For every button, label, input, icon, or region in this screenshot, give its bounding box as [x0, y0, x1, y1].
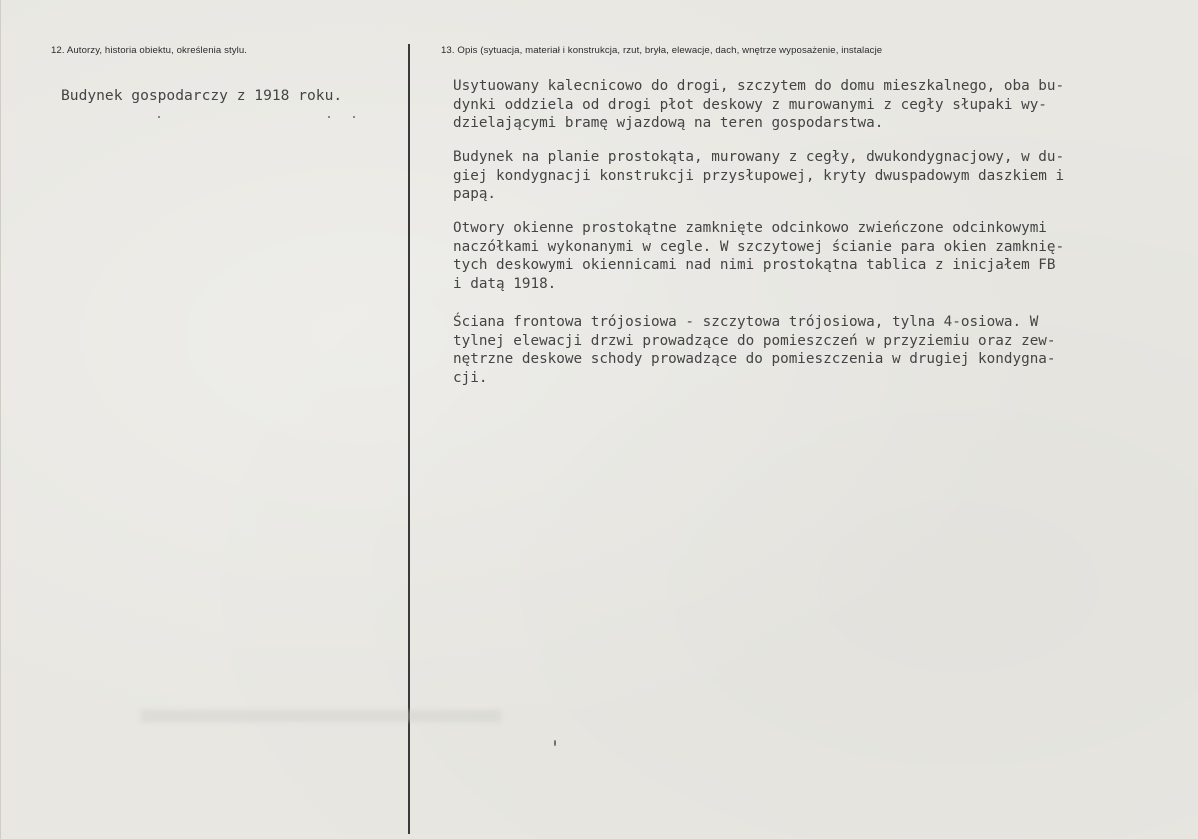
- description-line: dzielającymi bramę wjazdową na teren gospodarstwa.: [453, 115, 884, 131]
- description-paragraph: [453, 148, 1064, 204]
- description-line: cji.: [453, 369, 488, 386]
- description-line: nętrzne deskowe schody prowadzące do pomieszczenia w drugiej kondygna-: [453, 351, 1056, 367]
- faded-show-through: [141, 710, 501, 722]
- ink-speck: [554, 740, 556, 746]
- description-line: giej kondygnacji konstrukcji przysłupowej, kryty dwuspadowym daszkiem i: [453, 167, 1065, 184]
- description-paragraph: [453, 219, 1064, 293]
- section-13-header: 13. Opis (sytuacja, materiał i konstrukcja, rzut, bryła, elewacje, dach, wnętrze wyposażenie, instalacje: [441, 45, 883, 56]
- description-line: dynki oddziela od drogi płot deskowy z murowanymi z cegły słupaki wy-: [453, 96, 1047, 113]
- description-line: Otwory okienne prostokątne zamknięte odcinkowo zwieńczone odcinkowymi: [453, 220, 1047, 236]
- description-paragraph: [453, 77, 1064, 133]
- section-12-header: 12. Autorzy, historia obiektu, określenia stylu.: [51, 45, 248, 56]
- description-line: i datą 1918.: [453, 275, 557, 292]
- description-line: papą.: [453, 186, 497, 202]
- description-line: Ściana frontowa trójosiowa - szczytowa trójosiowa, tylna 4-osiowa. W: [453, 314, 1039, 330]
- description-line: tylnej elewacji drzwi prowadzące do pomieszczeń w przyziemiu oraz zew-: [453, 332, 1056, 349]
- ink-speck: [353, 116, 355, 118]
- description-line: tych deskowymi okiennicami nad nimi prostokątna tablica z inicjałem FB: [453, 257, 1056, 273]
- ink-speck: [328, 116, 330, 118]
- authors-history-text: Budynek gospodarczy z 1918 roku.: [61, 87, 343, 104]
- ink-speck: [158, 116, 160, 118]
- description-line: Usytuowany kalecnicowo do drogi, szczytem do domu mieszkalnego, oba bu-: [453, 78, 1065, 94]
- description-paragraph: [453, 313, 1056, 387]
- description-line: Budynek na planie prostokąta, murowany z cegły, dwukondygnacjowy, w du-: [453, 149, 1065, 165]
- description-line: naczółkami wykonanymi w cegle. W szczytowej ścianie para okien zamknię-: [453, 238, 1065, 255]
